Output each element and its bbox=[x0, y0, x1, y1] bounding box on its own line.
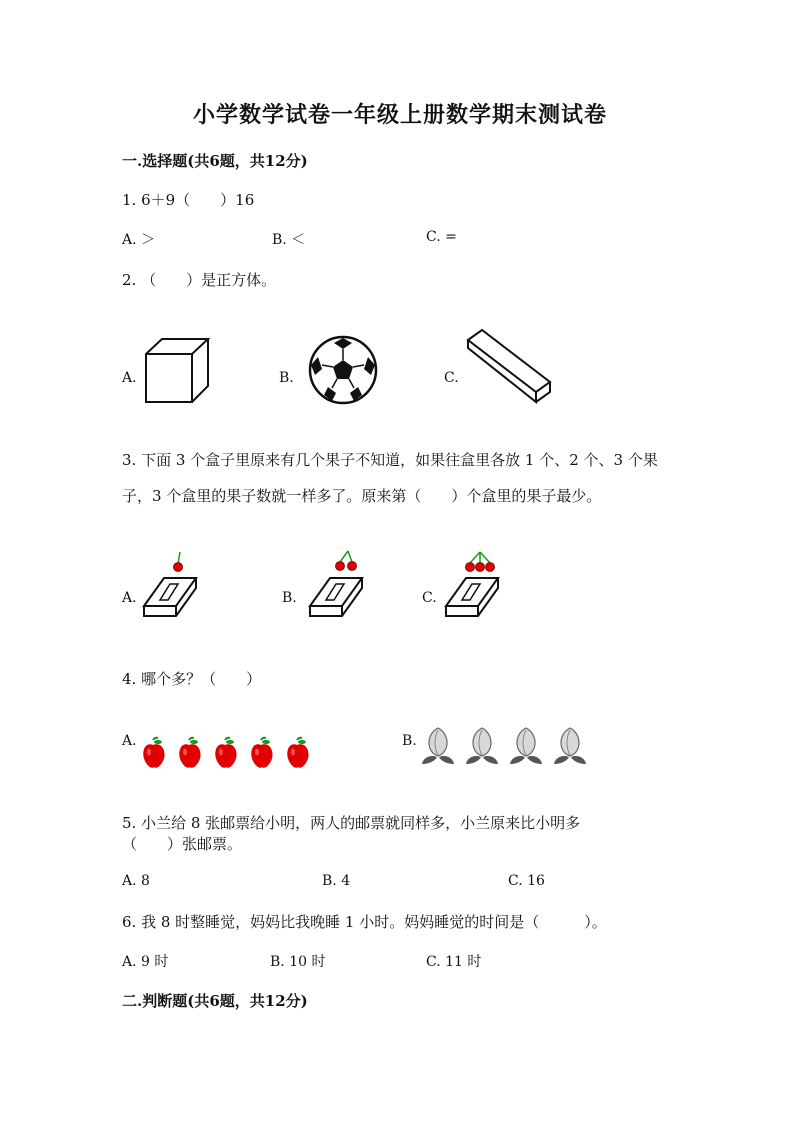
peaches-group bbox=[420, 724, 600, 768]
q3-option-a: A. bbox=[122, 590, 137, 606]
question-1-text: 1. 6＋9（ ）16 bbox=[122, 191, 255, 209]
question-5-line2: （ ）张邮票。 bbox=[122, 835, 243, 853]
q1-option-c: C. = bbox=[426, 229, 457, 245]
q5-option-a: A. 8 bbox=[122, 873, 150, 889]
q6-option-c: C. 11 时 bbox=[426, 954, 482, 970]
peach-icon bbox=[422, 728, 454, 764]
peach-icon bbox=[510, 728, 542, 764]
q6-option-a: A. 9 时 bbox=[122, 954, 169, 970]
q2-option-c: C. bbox=[444, 370, 459, 386]
question-4-text: 4. 哪个多？（ ） bbox=[122, 670, 262, 688]
q5-option-c: C. 16 bbox=[508, 873, 545, 889]
section-heading-judgement: 二.判断题(共6题，共12分) bbox=[122, 992, 308, 1010]
q2-option-a: A. bbox=[122, 370, 137, 386]
question-3-line2: 子，3 个盒里的果子数就一样多了。原来第（ ）个盒里的果子最少。 bbox=[122, 487, 602, 505]
q6-option-b: B. 10 时 bbox=[270, 954, 326, 970]
q3-option-c: C. bbox=[422, 590, 437, 606]
q5-option-b: B. 4 bbox=[322, 873, 351, 889]
question-2-text: 2. （ ）是正方体。 bbox=[122, 271, 277, 289]
q4-option-b: B. bbox=[402, 733, 417, 749]
box-with-cherry-icon bbox=[442, 548, 504, 620]
box-with-cherry-icon bbox=[306, 548, 368, 620]
q2-option-b: B. bbox=[279, 370, 294, 386]
question-5-line1: 5. 小兰给 8 张邮票给小明，两人的邮票就同样多，小兰原来比小明多 bbox=[122, 814, 581, 832]
q1-option-a: A. ＞ bbox=[122, 232, 156, 248]
apple-icon bbox=[215, 738, 236, 768]
apple-icon bbox=[251, 738, 272, 768]
apples-group bbox=[140, 736, 315, 772]
page-title: 小学数学试卷一年级上册数学期末测试卷 bbox=[192, 102, 607, 128]
cuboid-icon bbox=[464, 326, 554, 406]
apple-icon bbox=[179, 738, 200, 768]
section-heading-choice: 一.选择题(共6题，共12分) bbox=[122, 152, 308, 170]
question-6-text: 6. 我 8 时整睡觉，妈妈比我晚睡 1 小时。妈妈睡觉的时间是（ ）。 bbox=[122, 913, 607, 931]
q4-option-a: A. bbox=[122, 733, 137, 749]
peach-icon bbox=[554, 728, 586, 764]
peach-icon bbox=[466, 728, 498, 764]
box-with-cherry-icon bbox=[140, 548, 202, 620]
apple-icon bbox=[287, 738, 308, 768]
q3-option-b: B. bbox=[282, 590, 297, 606]
q1-option-b: B. ＜ bbox=[272, 232, 306, 248]
question-3-line1: 3. 下面 3 个盒子里原来有几个果子不知道，如果往盒里各放 1 个、2 个、3 个果 bbox=[122, 451, 658, 469]
apple-icon bbox=[143, 738, 164, 768]
soccer-ball-icon bbox=[308, 335, 378, 405]
cube-icon bbox=[142, 336, 214, 408]
